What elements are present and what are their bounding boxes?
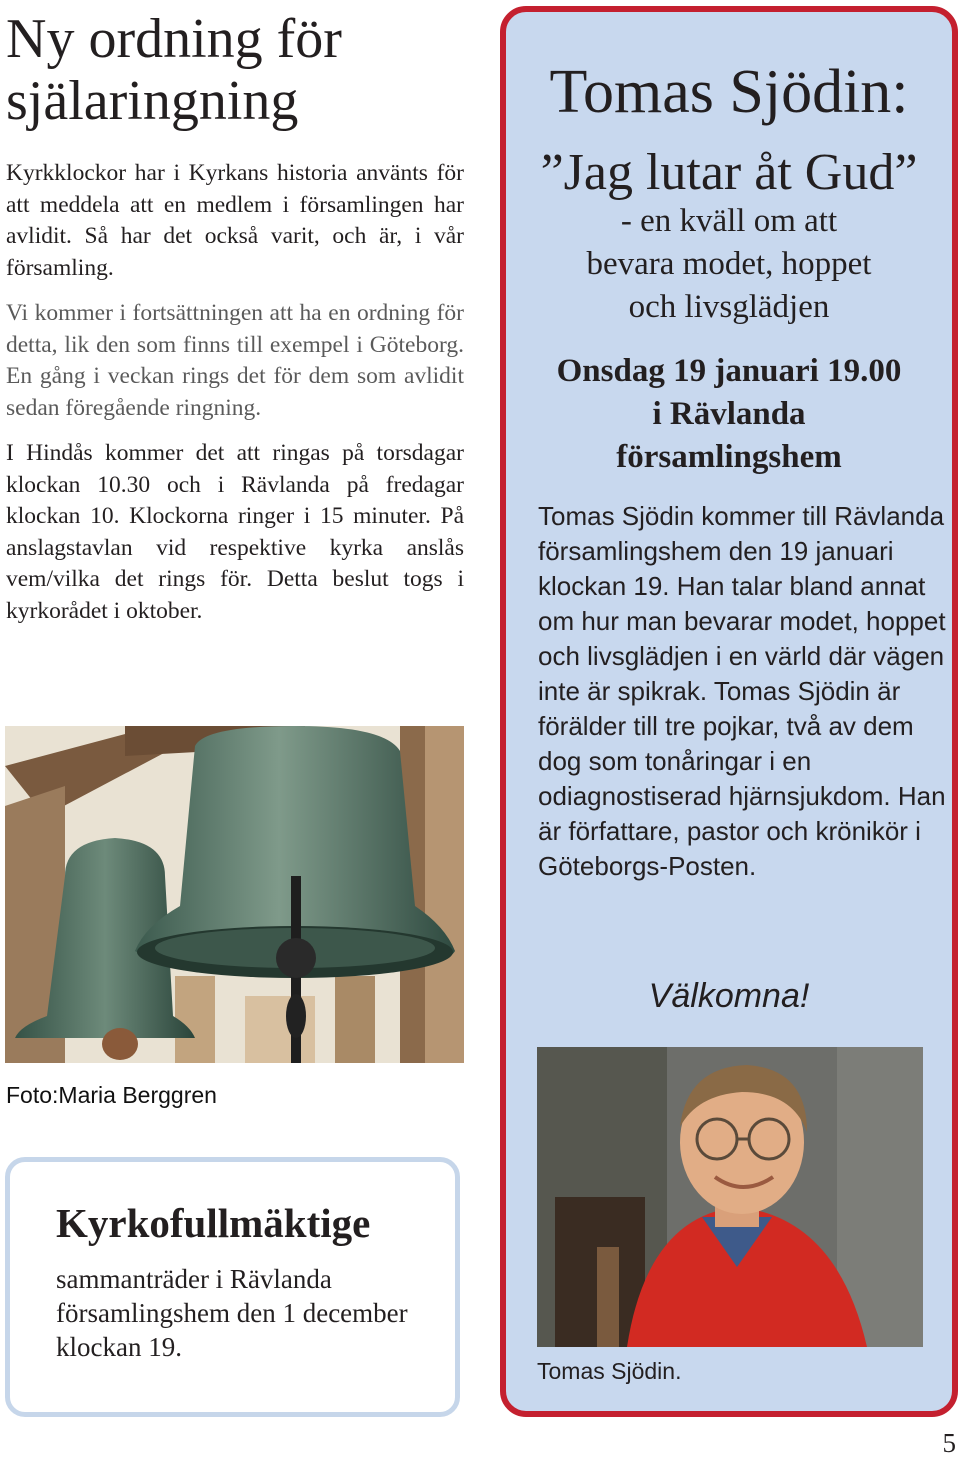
portrait-caption: Tomas Sjödin. — [537, 1358, 682, 1384]
notice-title: Kyrkofullmäktige — [56, 1200, 371, 1246]
event-subtitle — [506, 200, 952, 329]
event-welcome: Välkomna! — [648, 977, 810, 1015]
speaker-portrait-photo — [537, 1047, 923, 1347]
event-description: Tomas Sjödin kommer till Rävlanda församlingshem den 19 januari klockan 19. Han talar bland annat om hur man bevarar modet, hoppet och livsglädjen i en värld där vägen inte är spikrak. Tomas Sjödin är förälder till tre pojkar, två av dem dog som tonåringar i en odiagnostiserad hjärnsjukdom. Han är författare, pastor och krönikör i Göteborgs-Posten. — [538, 501, 946, 881]
notice-text: sammanträder i Rävlanda församlingshem den 1 december klockan 19. — [56, 1264, 408, 1362]
event-speaker: Tomas Sjödin: — [549, 58, 909, 126]
event-title: ”Jag lutar åt Gud” — [540, 144, 918, 201]
event-subtitle-line: bevara modet, hoppet — [586, 246, 872, 282]
notice-box — [5, 1157, 460, 1417]
article-title-line: Ny ordning för — [6, 8, 342, 70]
article-body — [6, 158, 464, 641]
portrait-illustration — [537, 1047, 923, 1347]
article-title-line: själaringning — [6, 70, 299, 132]
article-paragraph: I Hindås kommer det att ringas på torsdagar klockan 10.30 och i Rävlanda på fredagar klockan 10. Klockorna ringer i 15 minuter. På anslagstavlan vid respektive kyrka anslås vem/vilka det rings för. Detta beslut togs i kyrkorådet i oktober. — [6, 440, 464, 624]
article-paragraph: Kyrkklockor har i Kyrkans historia använts för att meddela att en medlem i församlingen har avlidit. Så har det också varit, och är, i vår församling. — [6, 160, 464, 281]
bells-illustration — [5, 726, 464, 1063]
church-bells-photo — [5, 726, 464, 1063]
article-title — [6, 8, 476, 132]
event-subtitle-line: och livsglädjen — [628, 289, 830, 325]
event-panel — [500, 6, 958, 1417]
event-date: Onsdag 19 januari 19.00 — [556, 353, 902, 389]
article-paragraph: Vi kommer i fortsättningen att ha en ordning för detta, lik den som finns till exempel i Göteborg. En gång i veckan rings det för dem som avlidit sedan föregående ringning. — [6, 300, 464, 421]
event-date-location — [506, 350, 952, 479]
event-subtitle-line: - en kväll om att — [620, 203, 838, 239]
page-number: 5 — [942, 1428, 956, 1458]
event-location: församlingshem — [616, 439, 842, 475]
event-location: i Rävlanda — [652, 396, 806, 432]
photo-credit: Foto:Maria Berggren — [6, 1082, 217, 1108]
